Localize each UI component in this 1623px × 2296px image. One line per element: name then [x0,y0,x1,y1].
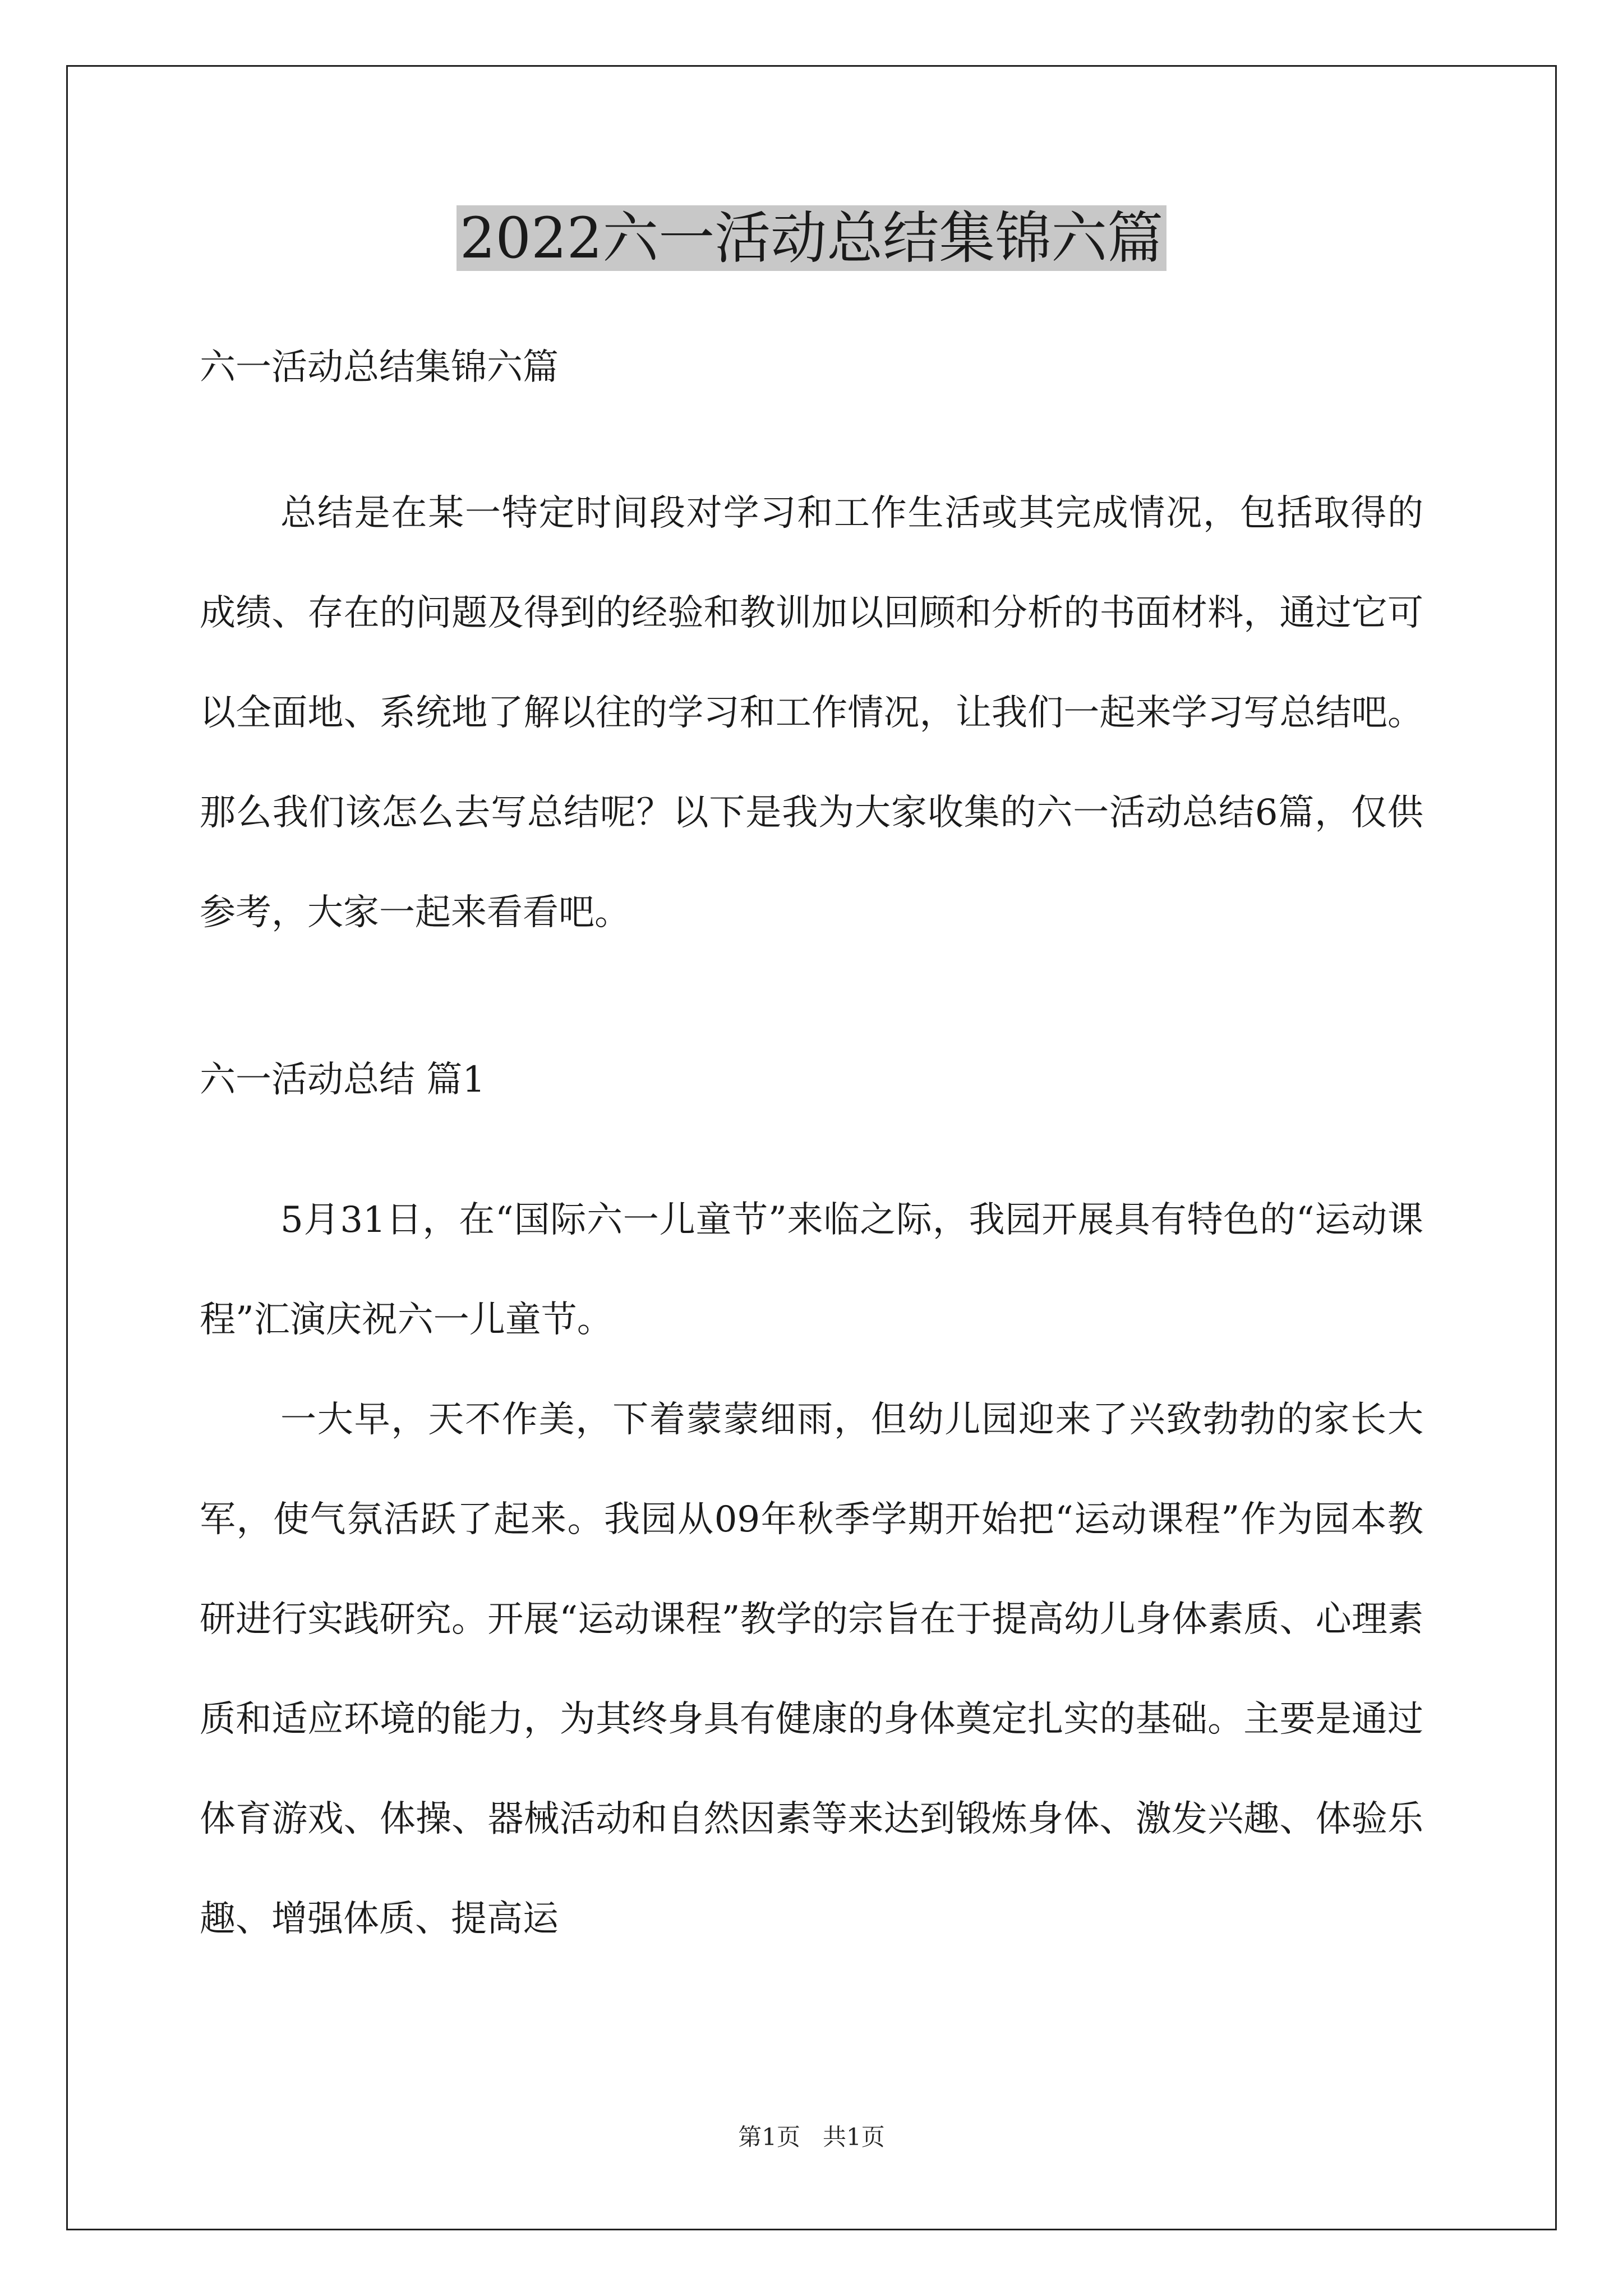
document-title [0,199,1623,278]
page-footer [0,2120,1623,2154]
paragraph-2: 一大早，天不作美，下着蒙蒙细雨，但幼儿园迎来了兴致勃勃的家长大军，使气氛活跃了起来。我园从09年秋季学期开始把“运动课程”作为园本教研进行实践研究。开展“运动课程”教学的宗旨在于提高幼儿身体素质、心理素质和适应环境的能力，为其终身具有健康的身体奠定扎实的基础。主要是通过体育游戏、体操、器械活动和自然因素等来达到锻炼身体、激发兴趣、体验乐趣、增强体质、提高运 [200,1399,1423,1940]
section-heading: 六一活动总结 篇1 [200,1059,486,1101]
paragraph-1: 5月31日，在“国际六一儿童节”来临之际，我园开展具有特色的“运动课程”汇演庆祝六一儿童节。 [200,1199,1423,1341]
page-total: 共1页 [823,2123,885,2151]
intro-paragraph: 总结是在某一特定时间段对学习和工作生活或其完成情况，包括取得的成绩、存在的问题及得到的经验和教训加以回顾和分析的书面材料，通过它可以全面地、系统地了解以往的学习和工作情况，让我们一起来学习写总结吧。那么我们该怎么去写总结呢？以下是我为大家收集的六一活动总结6篇，仅供参考，大家一起来看看吧。 [200,493,1423,933]
page-number: 第1页 [738,2123,800,2151]
document-subtitle: 六一活动总结集锦六篇 [200,347,559,388]
document-title-text: 2022六一活动总结集锦六篇 [457,205,1167,271]
